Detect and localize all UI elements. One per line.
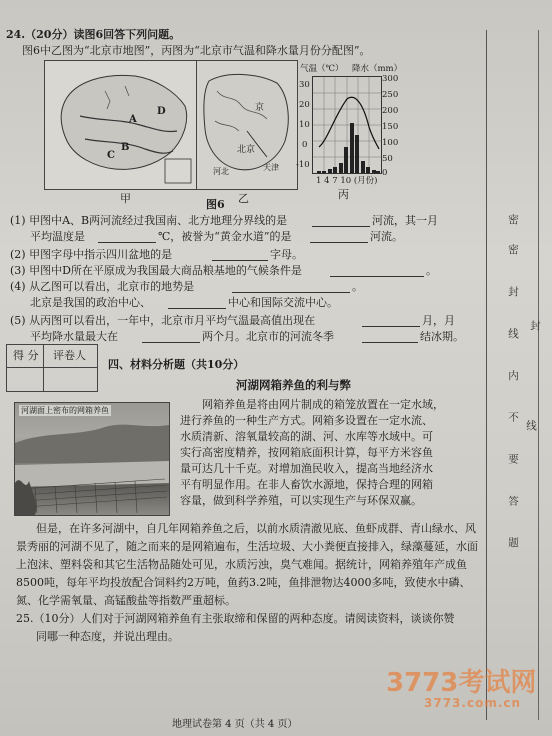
- q24-2-prefix: (2) 甲图字母中指示四川盆地的是: [10, 248, 173, 261]
- q24-2-suffix: 字母。: [270, 248, 303, 261]
- para1-line5: 量可达几十千克。对增加渔民收入，提高当地经济水: [180, 462, 433, 475]
- q24-4-prefix: (4) 从乙图可以看出，北京市的地势是: [10, 280, 195, 293]
- article-title: 河湖网箱养鱼的利与弊: [236, 378, 351, 392]
- temp-tick-20: 20: [299, 100, 310, 110]
- climate-chart-graphic: [313, 77, 381, 173]
- q24-5-line2c: 结冰期。: [420, 330, 464, 343]
- q24-1-line2c: 河流。: [370, 230, 403, 243]
- q24-5-line2: 平均降水量最大在: [30, 330, 118, 343]
- score-box: [6, 344, 98, 392]
- binding-mi: 密: [507, 214, 519, 239]
- answer-blank[interactable]: [362, 342, 418, 343]
- para2-line2: 景秀丽的河湖不见了，随之而来的是网箱遍布，生活垃圾、大小粪便直接排入，绿藻蔓延，水面: [16, 540, 478, 553]
- page-footer: 地理试卷第 4 页（共 4 页）: [172, 719, 298, 730]
- para1-line3: 水质清新、溶氧量较高的湖、河、水库等水域中。可: [180, 430, 433, 443]
- temp-tick-0: 0: [302, 140, 308, 150]
- q24-1-prefix: (1) 甲图中A、B两河流经过我国南、北方地理分界线的是: [10, 214, 288, 227]
- temp-axis-title: 气温（℃）: [300, 64, 344, 74]
- map-label-c: C: [107, 150, 115, 161]
- binding-warning: 密 封 线 内 不 要 答 题: [507, 244, 519, 562]
- photo-graphic: [15, 403, 169, 515]
- beijing-map-graphic: [197, 61, 297, 189]
- para2-line1: 但是，在许多河湖中，自几年网箱养鱼之后，以前水质清澈见底、鱼虾成群、青山绿水、风: [36, 522, 476, 535]
- answer-blank[interactable]: [232, 292, 350, 293]
- answer-blank[interactable]: [362, 326, 420, 327]
- q24-header: 24.（20分）读图6回答下列问题。: [6, 28, 181, 41]
- answer-blank[interactable]: [312, 226, 370, 227]
- map-yi-label-hebei: 河北: [213, 167, 229, 176]
- section4-title: 四、材料分析题（共10分）: [108, 358, 245, 371]
- binding-feng: 封: [529, 320, 541, 345]
- q24-1-line2b: ℃，被誉为“黄金水道”的是: [158, 230, 292, 243]
- score-label: 得 分: [13, 349, 39, 362]
- watermark-url: 3773.com.cn: [424, 696, 522, 710]
- temp-tick-10: 10: [299, 120, 310, 130]
- precip-axis-title: 降水（mm）: [352, 64, 403, 74]
- score-cell[interactable]: [9, 369, 41, 389]
- map-label-a: A: [129, 114, 137, 125]
- q24-3-suffix: 。: [426, 264, 437, 277]
- q25-line1: 25.（10分）人们对于河湖网箱养鱼有主张取缔和保留的两种态度。请阅读资料，谈谈你赞: [16, 612, 455, 625]
- precip-tick-250: 250: [382, 90, 399, 100]
- grader-label: 评卷人: [53, 349, 86, 362]
- q24-4-line2: 北京是我国的政治中心、: [30, 296, 151, 309]
- answer-blank[interactable]: [330, 276, 424, 277]
- precip-tick-200: 200: [382, 106, 399, 116]
- map-yi: [196, 60, 298, 190]
- precip-tick-150: 150: [382, 122, 399, 132]
- precip-tick-0: 0: [382, 168, 388, 178]
- q24-4-suffix: 。: [352, 280, 363, 293]
- para1-line6: 平有明显作用。在非人畜饮水源地，保持合理的网箱: [180, 478, 433, 491]
- q24-intro: 图6中乙图为“北京市地图”，丙图为“北京市气温和降水量月份分配图”。: [22, 44, 371, 57]
- map-label-b: B: [121, 142, 130, 153]
- map-yi-label-tianjin: 天津: [263, 163, 279, 172]
- para2-line3: 上泡沫、塑料袋和其它生活物品随处可见，水质污浊，臭气难闻。据统计，网箱养殖年产成鱼: [16, 558, 467, 571]
- map-yi-label-beijing: 北京: [237, 145, 256, 155]
- q24-5-prefix: (5) 从丙图可以看出，一年中，北京市月平均气温最高值出现在: [10, 314, 316, 327]
- photo-caption: 河湖面上密布的网箱养鱼: [21, 406, 109, 415]
- answer-blank[interactable]: [212, 260, 268, 261]
- answer-blank[interactable]: [168, 308, 226, 309]
- china-map-graphic: [45, 61, 197, 189]
- climate-chart: [312, 76, 382, 174]
- para2-line5: 氮、化学需氧量、高锰酸盐等指数严重超标。: [16, 594, 236, 607]
- answer-blank[interactable]: [98, 242, 156, 243]
- q24-1-line2: 平均温度是: [30, 230, 85, 243]
- fish-farm-photo: [14, 402, 170, 516]
- q24-3-prefix: (3) 甲图中D所在平原成为我国最大商品粮基地的气候条件是: [10, 264, 302, 277]
- binding-line-outer: [538, 30, 539, 720]
- chart-bing-caption: 丙: [338, 188, 349, 201]
- q24-4-line2b: 中心和国际交流中心。: [228, 296, 338, 309]
- para2-line4: 8500吨，每年平均投放配合饲料约2万吨，鱼药3.2吨，鱼排泄物达4000多吨，致使水中磷、: [16, 576, 471, 589]
- temp-tick-30: 30: [299, 80, 310, 90]
- figure-caption: 图6: [206, 198, 225, 211]
- precip-tick-300: 300: [382, 74, 399, 84]
- map-jia: [44, 60, 198, 190]
- answer-blank[interactable]: [142, 342, 200, 343]
- q24-5-suffix: 月，月: [422, 314, 455, 327]
- para1-line4: 实行高密度精养，按网箱底面积计算，每平方米容鱼: [180, 446, 433, 459]
- binding-xian: 线: [525, 420, 537, 445]
- map-jia-caption: 甲: [120, 192, 131, 205]
- q24-1-mid: 河流，其一月: [372, 214, 438, 227]
- precip-tick-50: 50: [382, 154, 393, 164]
- q24-5-line2b: 两个月。北京市的河流冬季: [202, 330, 334, 343]
- para1-line2: 进行养鱼的一种生产方式。网箱多设置在一定水流、: [180, 414, 433, 427]
- binding-line: [486, 30, 487, 720]
- temp-tick-neg10: -10: [296, 160, 310, 170]
- q25-line2: 同哪一种态度，并说出理由。: [36, 630, 179, 643]
- map-label-d: D: [157, 106, 166, 117]
- map-yi-label-jing: 京: [255, 103, 265, 113]
- month-axis-label: 1 4 7 10 (月份): [316, 176, 378, 186]
- map-yi-caption: 乙: [238, 192, 249, 205]
- answer-blank[interactable]: [310, 242, 368, 243]
- watermark-logo: 3773考试网: [386, 668, 537, 698]
- para1-line1: 网箱养鱼是将由网片制成的箱笼放置在一定水域，: [202, 398, 444, 411]
- para1-line7: 容量，做到科学养殖，可以实现生产与环保双赢。: [180, 494, 422, 507]
- grader-cell[interactable]: [45, 369, 95, 389]
- precip-tick-100: 100: [382, 138, 399, 148]
